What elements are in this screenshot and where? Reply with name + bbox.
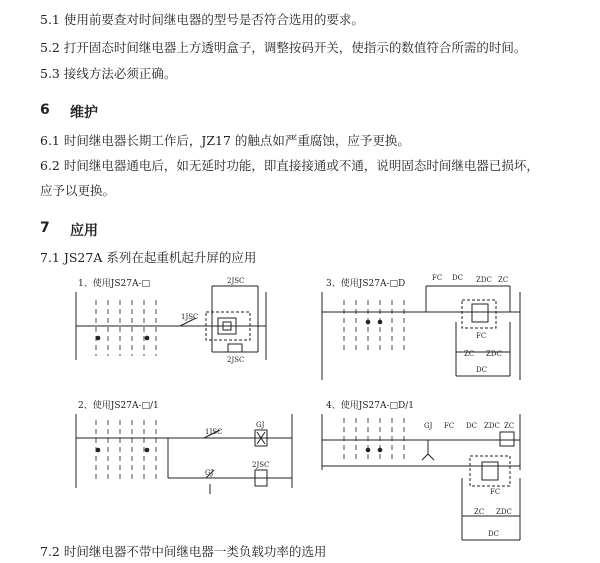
text-5-3: 5.3 接线方法必须正确。	[40, 66, 177, 81]
d4-label-f: FC	[490, 488, 501, 496]
d1-label-c: 2JSC	[227, 356, 245, 364]
d4-label-i: DC	[488, 530, 499, 538]
heading-6-title: 维护	[70, 105, 98, 121]
d1-label-a: 2JSC	[227, 277, 245, 285]
d2-label-c: GJ	[205, 469, 214, 477]
d4-label-c: DC	[466, 422, 477, 430]
d3-label-f: ZC	[464, 350, 475, 358]
d4-label-a: GJ	[424, 422, 433, 430]
d4-label-b: FC	[444, 422, 455, 430]
text-6-2-cont: 应予以更换。	[40, 183, 116, 198]
text-6-2: 6.2 时间继电器通电后，如无延时功能，即直接接通或不通，说明固态时间继电器已损坏，	[40, 158, 539, 173]
heading-7-number: 7	[40, 220, 50, 236]
text-5-2: 5.2 打开固态时间继电器上方透明盒子，调整按码开关，使指示的数值符合所需的时间。	[40, 40, 527, 55]
d2-label-d: 2JSC	[252, 461, 270, 469]
diagram-3	[322, 274, 520, 380]
d4-label-g: ZC	[474, 508, 485, 516]
diagram-1	[76, 277, 266, 364]
d2-label-b: GJ	[256, 421, 265, 429]
text-7-2: 7.2 时间继电器不带中间继电器一类负载功率的选用	[40, 544, 327, 559]
heading-6-number: 6	[40, 102, 50, 118]
d3-label-e: FC	[476, 332, 487, 340]
diagram-1-caption: 1、使用JS27A-□	[78, 279, 150, 289]
diagram-4	[322, 414, 520, 540]
d3-label-g: ZDC	[486, 350, 502, 358]
d4-label-e: ZC	[504, 422, 515, 430]
diagram-4-caption: 4、使用JS27A-□D/1	[326, 401, 414, 411]
diagram-2-caption: 2、使用JS27A-□/1	[78, 401, 159, 411]
text-5-1: 5.1 使用前要查对时间继电器的型号是否符合选用的要求。	[40, 12, 364, 27]
text-7-1: 7.1 JS27A 系列在起重机起升屏的应用	[40, 250, 257, 265]
d3-label-h: DC	[476, 366, 487, 374]
d1-label-b: 1JSC	[181, 313, 199, 321]
d4-label-d: ZDC	[484, 422, 500, 430]
heading-7-title: 应用	[70, 223, 98, 239]
d4-label-h: ZDC	[496, 508, 512, 516]
d2-label-a: 1JSC	[205, 428, 223, 436]
d3-label-c: ZDC	[476, 276, 492, 284]
text-6-1: 6.1 时间继电器长期工作后，JZ17 的触点如严重腐蚀，应予更换。	[40, 133, 410, 148]
d3-label-d: ZC	[498, 276, 509, 284]
diagram-3-caption: 3、使用JS27A-□D	[326, 279, 406, 289]
diagram-2	[76, 414, 292, 494]
d3-label-b: DC	[452, 274, 463, 282]
d3-label-a: FC	[432, 274, 443, 282]
